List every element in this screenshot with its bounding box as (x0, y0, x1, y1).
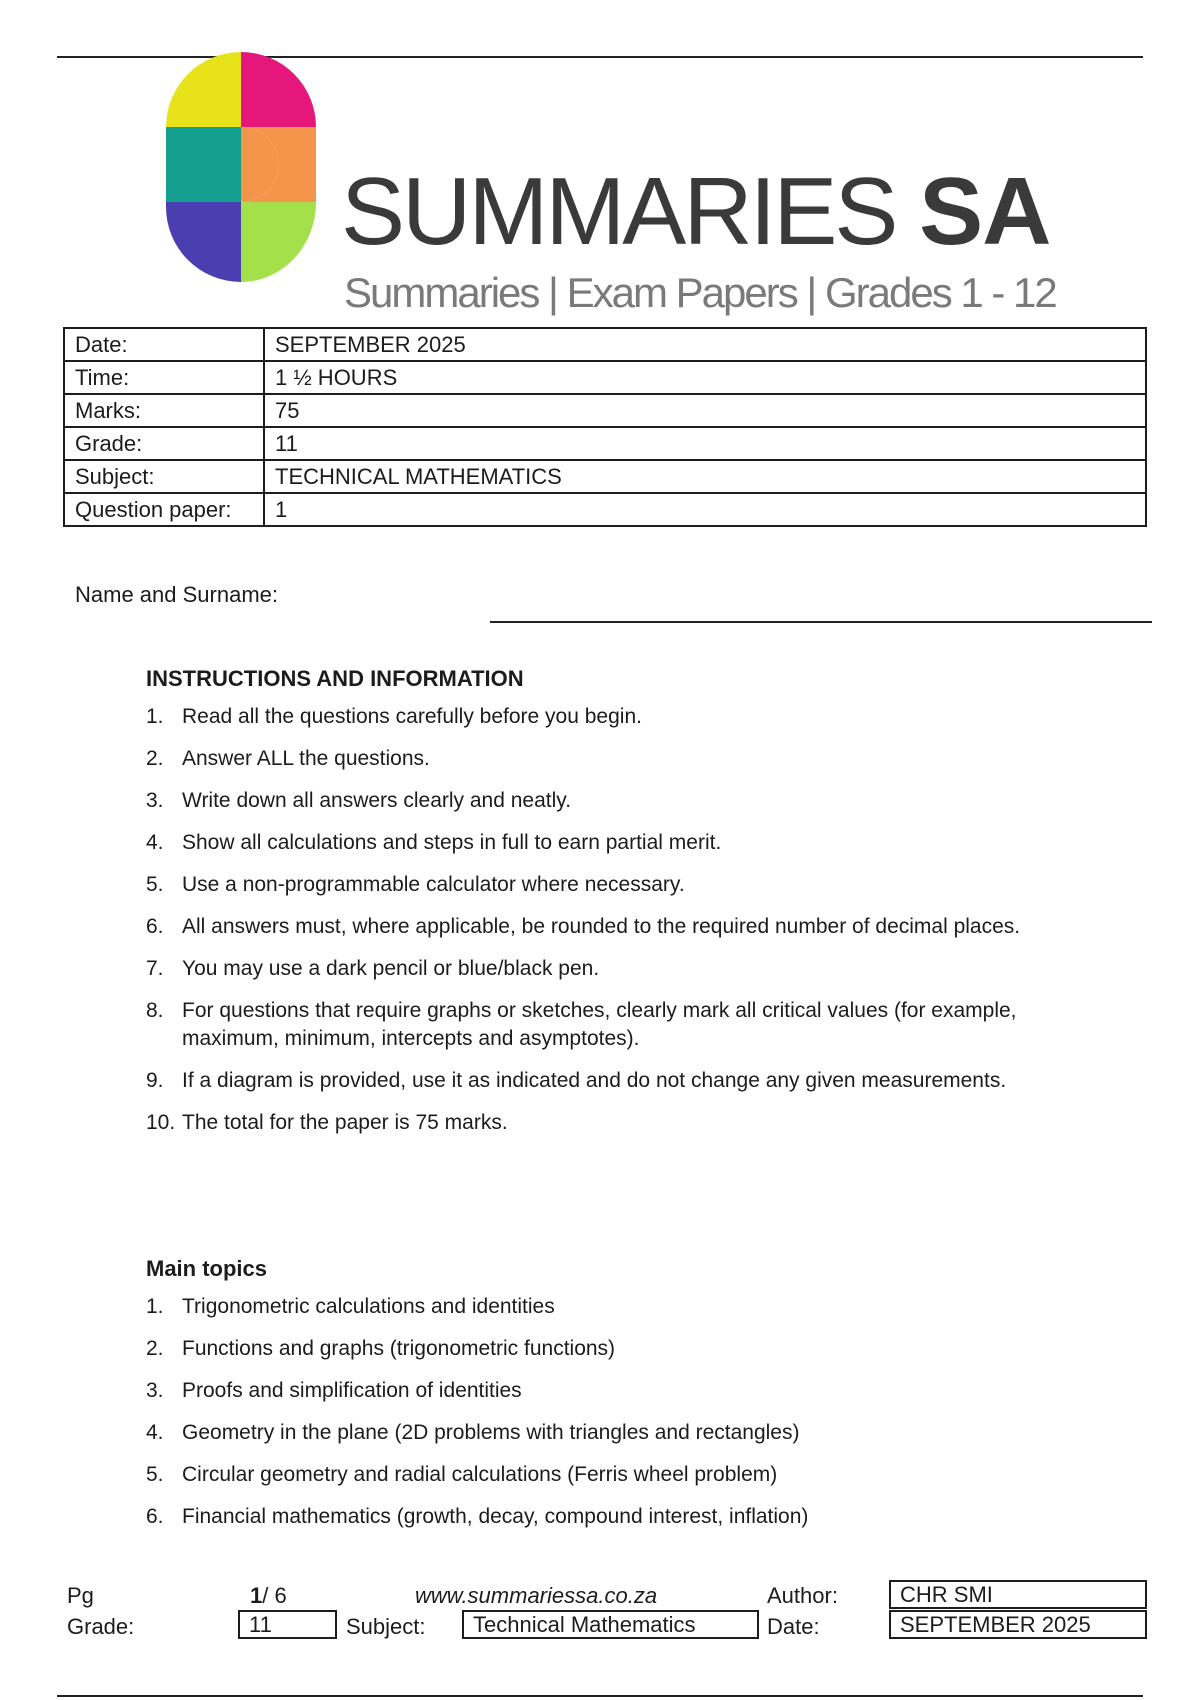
footer-subject-label: Subject: (346, 1614, 426, 1639)
logo-segment-lime (241, 202, 316, 282)
instruction-item (146, 1109, 1066, 1137)
topic-item-number: 2. (146, 1337, 164, 1360)
topics-list (146, 1293, 1066, 1545)
topic-item-number: 4. (146, 1421, 164, 1444)
topic-item (146, 1335, 1066, 1363)
instruction-item-text: Read all the questions carefully before you begin. (182, 705, 642, 728)
topic-item-text: Functions and graphs (trigonometric functions) (182, 1337, 616, 1360)
logo-s-mark-icon (166, 52, 316, 282)
logo-segment-indigo (166, 202, 241, 282)
footer-date-label: Date: (767, 1614, 820, 1639)
topic-item-text: Trigonometric calculations and identities (182, 1295, 555, 1318)
logo-segment-yellow (166, 52, 241, 127)
footer-author-value: CHR SMI (889, 1580, 1147, 1609)
topic-item-text: Circular geometry and radial calculations (Ferris wheel problem) (182, 1463, 778, 1486)
name-surname-input-line[interactable] (490, 621, 1152, 623)
instruction-item-text: If a diagram is provided, use it as indicated and do not change any given measurements. (182, 1069, 1007, 1092)
exam-info-table (63, 327, 1147, 527)
info-label: Time: (64, 361, 264, 394)
topic-item-number: 1. (146, 1295, 164, 1318)
instruction-item-text: Show all calculations and steps in full to earn partial merit. (182, 831, 722, 854)
instruction-item (146, 1067, 1066, 1095)
info-value: 1 ½ HOURS (264, 361, 1146, 394)
topic-item-text: Proofs and simplification of identities (182, 1379, 522, 1402)
topic-item (146, 1461, 1066, 1489)
instruction-item (146, 703, 1066, 731)
info-label: Grade: (64, 427, 264, 460)
instruction-item-number: 10. (146, 1111, 176, 1134)
info-value: 11 (264, 427, 1146, 460)
instruction-item-text: You may use a dark pencil or blue/black pen. (182, 957, 600, 980)
info-label: Marks: (64, 394, 264, 427)
info-row (64, 328, 1146, 361)
instruction-item-number: 1. (146, 705, 164, 728)
bottom-rule (57, 1695, 1143, 1697)
topic-item (146, 1293, 1066, 1321)
instruction-item (146, 913, 1066, 941)
topic-item (146, 1503, 1066, 1531)
instruction-item (146, 829, 1066, 857)
info-row (64, 361, 1146, 394)
footer-subject-value: Technical Mathematics (462, 1610, 759, 1639)
info-row (64, 427, 1146, 460)
footer-grade-label: Grade: (67, 1614, 135, 1639)
instruction-item-number: 6. (146, 915, 164, 938)
instruction-item-text: All answers must, where applicable, be rounded to the required number of decimal places. (182, 915, 1021, 938)
info-label: Subject: (64, 460, 264, 493)
topic-item-number: 6. (146, 1505, 164, 1528)
brand-name: SUMMARIES SA (341, 158, 1051, 265)
name-surname-label: Name and Surname: (75, 582, 278, 607)
info-row (64, 394, 1146, 427)
topic-item-number: 5. (146, 1463, 164, 1486)
info-label: Question paper: (64, 493, 264, 526)
instruction-item (146, 955, 1066, 983)
instructions-list (146, 703, 1066, 1151)
info-value: TECHNICAL MATHEMATICS (264, 460, 1146, 493)
logo-segment-teal (166, 127, 241, 202)
instructions-heading: INSTRUCTIONS AND INFORMATION (146, 666, 524, 691)
brand-tagline: Summaries | Exam Papers | Grades 1 - 12 (344, 269, 1056, 316)
instruction-item-number: 4. (146, 831, 164, 854)
footer-author-label: Author: (767, 1583, 838, 1608)
instruction-item (146, 787, 1066, 815)
topic-item-text: Geometry in the plane (2D problems with triangles and rectangles) (182, 1421, 800, 1444)
info-value: 1 (264, 493, 1146, 526)
info-row (64, 493, 1146, 526)
footer-website-link[interactable]: www.summariessa.co.za (415, 1583, 658, 1608)
instruction-item-text: The total for the paper is 75 marks. (182, 1111, 508, 1134)
instruction-item-text: Write down all answers clearly and neatly. (182, 789, 572, 812)
instruction-item-text: Answer ALL the questions. (182, 747, 430, 770)
topic-item-number: 3. (146, 1379, 164, 1402)
instruction-item (146, 745, 1066, 773)
instruction-item (146, 997, 1066, 1053)
instruction-item-number: 3. (146, 789, 164, 812)
info-row (64, 460, 1146, 493)
footer-grade-value: 11 (238, 1610, 337, 1639)
info-label: Date: (64, 328, 264, 361)
instruction-item-number: 5. (146, 873, 164, 896)
instruction-item-number: 2. (146, 747, 164, 770)
topic-item (146, 1377, 1066, 1405)
footer-page-number: 1/ 6 (250, 1583, 287, 1608)
instruction-item-text: For questions that require graphs or sketches, clearly mark all critical values (for example, maximum, minimum, intercepts and asymptotes). (182, 999, 1017, 1050)
topics-heading: Main topics (146, 1256, 268, 1281)
instruction-item-number: 8. (146, 999, 164, 1022)
topic-item-text: Financial mathematics (growth, decay, compound interest, inflation) (182, 1505, 809, 1528)
brand-logo (166, 52, 1056, 316)
instruction-item (146, 871, 1066, 899)
topic-item (146, 1419, 1066, 1447)
footer-pg-label: Pg (67, 1583, 94, 1608)
instruction-item-number: 7. (146, 957, 164, 980)
instruction-item-number: 9. (146, 1069, 164, 1092)
logo-segment-magenta (241, 52, 316, 127)
info-value: 75 (264, 394, 1146, 427)
instruction-item-text: Use a non-programmable calculator where necessary. (182, 873, 685, 896)
footer-date-value: SEPTEMBER 2025 (889, 1610, 1147, 1639)
info-value: SEPTEMBER 2025 (264, 328, 1146, 361)
